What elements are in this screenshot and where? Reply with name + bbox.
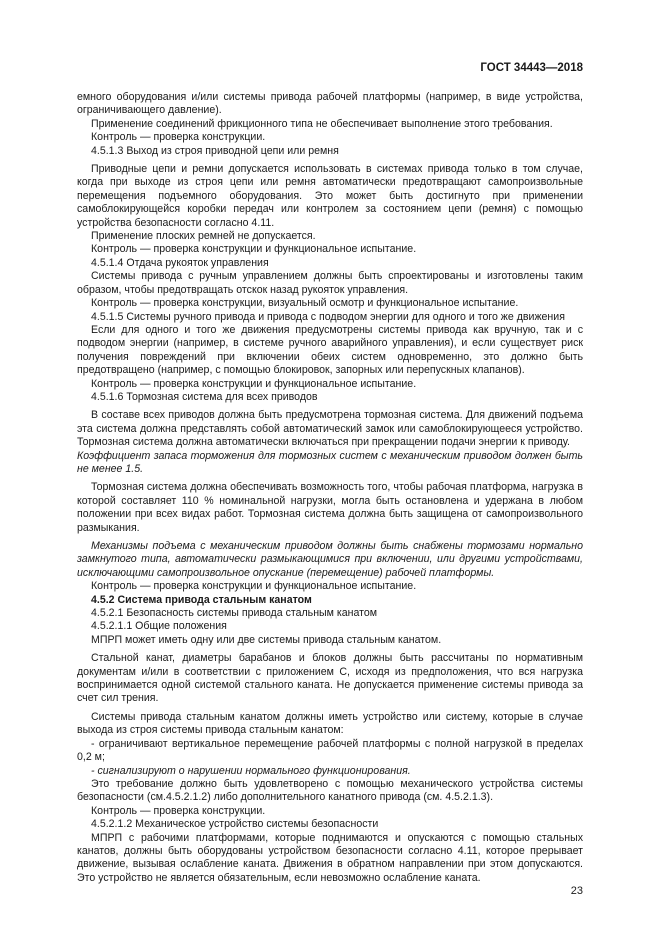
paragraph: Коэффициент запаса торможения для тормозных систем с механическим приводом должен быть не менее 1.5. [77,449,583,475]
paragraph: Механизмы подъема с механическим приводом должны быть снабжены тормозами нормально замкнутого типа, автоматически размыкающимися при включении, или другими устройствами, исключающими самопроизвольное опускание (перемещение) рабочей платформы. [77,540,583,579]
paragraph: МПРП может иметь одну или две системы привода стальным канатом. [91,633,442,646]
paragraph: 4.5.1.5 Системы ручного привода и привода с подводом энергии для одного и того же движения [91,310,565,323]
paragraph: 4.5.2.1.1 Общие положения [91,620,227,633]
paragraph: емного оборудования и/или системы привода рабочей платформы (например, в виде устройства, ограничивающего давление). [77,91,583,117]
paragraph: Применение плоских ремней не допускается. [91,230,316,243]
paragraph: Приводные цепи и ремни допускается использовать в системах привода только в том случае, когда при выходе из строя цепи или ремня автоматически предотвращают самопроизвольные перемещения подъемного оборудования. Это может быть достигнуто при применении самоблокирующейся коробки передач или контролем за состоянием цепи (ремня) с помощью устройства безопасности согласно 4.11. [77,163,583,229]
page-number: 23 [570,885,583,897]
paragraph: 4.5.1.3 Выход из строя приводной цепи или ремня [91,144,339,157]
document-header: ГОСТ 34443—2018 [480,62,583,74]
paragraph: Применение соединений фрикционного типа не обеспечивает выполнение этого требования. [91,117,553,130]
paragraph: Это требование должно быть удовлетворено с помощью механического устройства системы безопасности (см.4.5.2.1.2) либо дополнительного канатного привода (см. 4.5.2.1.3). [77,777,583,804]
paragraph: Системы привода стальным канатом должны иметь устройство или систему, которые в случае выхода из строя системы привода стальным канатом: [77,710,583,737]
paragraph: Если для одного и того же движения предусмотрены системы привода как вручную, так и с подводом энергии (например, в системе ручного аварийного управления), и если существует риск получения повреждений при включении обеих систем одновременно, это должно быть предотвращено (например, с помощью блокировок, запорных или перепускных клапанов). [77,323,583,377]
paragraph: Контроль — проверка конструкции. [91,131,266,144]
paragraph: 4.5.2 Система привода стальным канатом [91,593,312,606]
paragraph: Системы привода с ручным управлением должны быть спроектированы и изготовлены таким образом, чтобы предотвращать отскок назад рукояток управления. [77,270,583,296]
paragraph: 4.5.1.6 Тормозная система для всех приводов [91,390,318,403]
paragraph: 4.5.2.1 Безопасность системы привода стальным канатом [91,607,378,620]
paragraph: 4.5.2.1.2 Механическое устройство системы безопасности [91,818,379,831]
paragraph: Контроль — проверка конструкции и функциональное испытание. [91,243,417,256]
paragraph: - ограничивают вертикальное перемещение рабочей платформы с полной нагрузкой в пределах 0,2 м; [77,737,583,764]
page-body [77,91,583,885]
paragraph: В составе всех приводов должна быть предусмотрена тормозная система. Для движений подъема эта система должна представлять собой автоматический замок или самоблокирующееся устройство. Тормозная система должна автоматически включаться при прекращении подачи энергии к приводу. [77,409,583,449]
paragraph: Стальной канат, диаметры барабанов и блоков должны быть рассчитаны по нормативным документам и/или в соответствии с приложением С, исходя из предположения, что вся нагрузка воспринимается одной системой стального каната. Не допускается применение системы привода за счет сил трения. [77,652,583,705]
paragraph: Контроль — проверка конструкции, визуальный осмотр и функциональное испытание. [91,297,519,310]
paragraph: МПРП с рабочими платформами, которые поднимаются и опускаются с помощью стальных канатов, должны быть оборудованы устройством безопасности согласно 4.11, которое прерывает движение, вызывая ослабление каната. Движения в обратном направлении при этом допускаются. Это устройство не является обязательным, если невозможно ослабление каната. [77,831,583,884]
paragraph: 4.5.1.4 Отдача рукояток управления [91,256,269,269]
paragraph: Контроль — проверка конструкции и функциональное испытание. [91,377,417,390]
paragraph: Тормозная система должна обеспечивать возможность того, чтобы рабочая платформа, нагрузка в которой составляет 110 % номинальной нагрузки, могла быть остановлена и удержана в любом положении при всех видах работ. Тормозная система должна быть защищена от самопроизвольного размыкания. [77,481,583,534]
paragraph: - сигнализируют о нарушении нормального функционирования. [91,764,411,777]
paragraph: Контроль — проверка конструкции. [91,804,266,817]
paragraph: Контроль — проверка конструкции и функциональное испытание. [91,580,417,593]
